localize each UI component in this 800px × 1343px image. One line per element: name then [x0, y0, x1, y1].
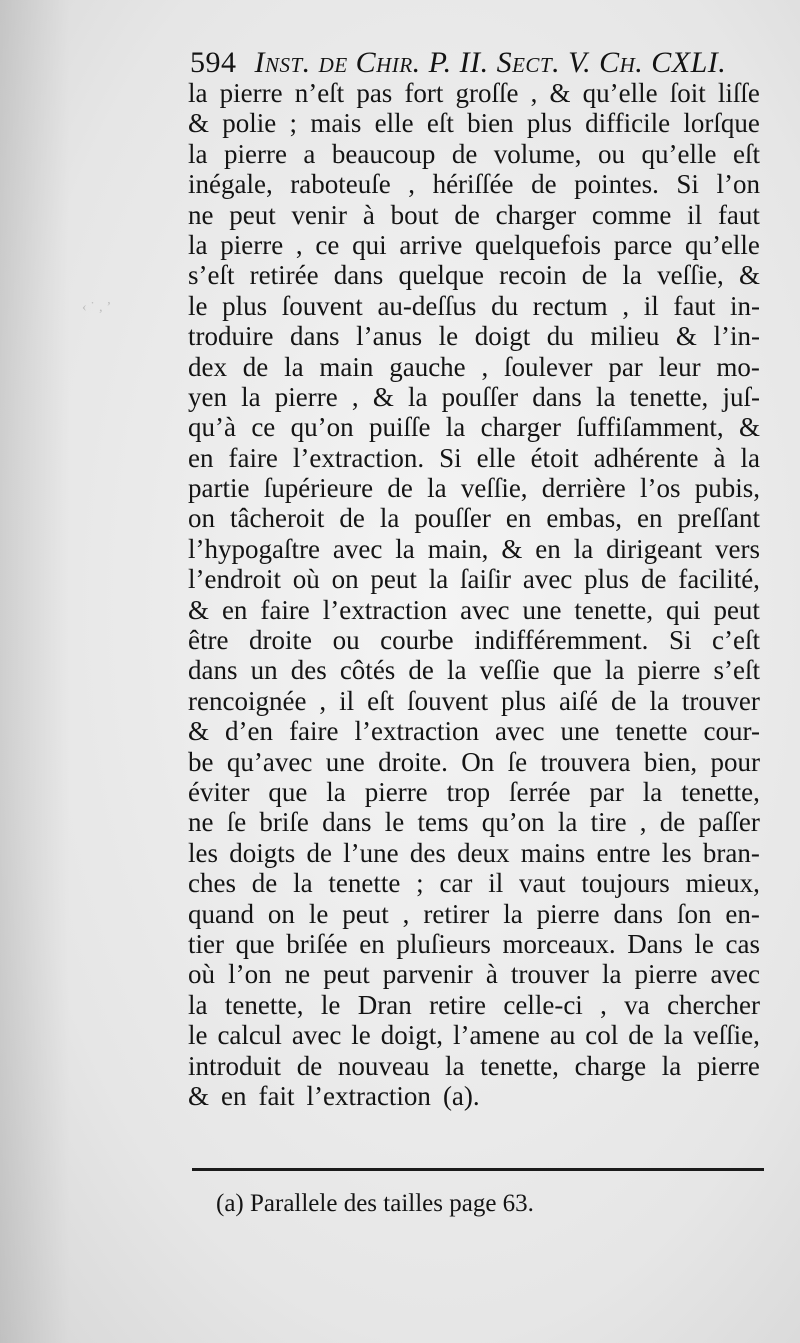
text-line: s’eſt retirée dans quelque recoin de la veſſie, & [188, 260, 760, 291]
text-line: l’endroit où on peut la ſaiſir avec plus de facilité, [188, 564, 760, 595]
footnote-rule [192, 1168, 764, 1171]
text-line: yen la pierre , & la pouſſer dans la tenette, juſ- [188, 381, 760, 412]
footnote: (a) Parallele des tailles page 63. [216, 1190, 534, 1217]
text-line: dans un des côtés de la veſſie que la pierre s’eſt [188, 655, 760, 686]
text-line: quand on le peut , retirer la pierre dans ſon en- [188, 898, 760, 929]
text-line: l’hypogaſtre avec la main, & en la dirigeant vers [188, 533, 760, 564]
text-line: la pierre , ce qui arrive quelquefois parce qu’elle [188, 229, 760, 260]
text-line: ne ſe briſe dans le tems qu’on la tire , de paſſer [188, 807, 760, 838]
binding-shadow [0, 0, 70, 1343]
text-line: ches de la tenette ; car il vaut toujours mieux, [188, 868, 760, 899]
page-number: 594 [190, 46, 237, 79]
text-line: inégale, raboteuſe , hériſſée de pointes. Si l’on [188, 169, 760, 200]
text-line: partie ſupérieure de la veſſie, derrière l’os pubis, [188, 473, 760, 504]
text-line: le plus ſouvent au-deſſus du rectum , il faut in- [188, 290, 760, 321]
text-line: la pierre n’eſt pas fort groſſe , & qu’elle ſoit liſſe [188, 78, 760, 108]
text-line: tier que briſée en pluſieurs morceaux. Dans le cas [188, 928, 760, 959]
main-text-block [188, 78, 760, 1111]
text-line: on tâcheroit de la pouſſer en embas, en preſſant [188, 503, 760, 534]
text-line: le calcul avec le doigt, l’amene au col de la veſſie, [188, 1020, 760, 1051]
text-line: les doigts de l’une des deux mains entre les bran- [188, 837, 760, 868]
running-head: Inst. de Chir. P. II. Sect. V. Ch. CXLI. [254, 46, 727, 79]
text-line: dex de la main gauche , ſoulever par leur mo- [188, 351, 760, 382]
text-line: où l’on ne peut parvenir à trouver la pierre avec [188, 959, 760, 990]
text-line: qu’à ce qu’on puiſſe la charger ſuffiſamment, & [188, 412, 760, 443]
text-line: troduire dans l’anus le doigt du milieu & l’in- [188, 321, 760, 352]
text-line: ne peut venir à bout de charger comme il faut [188, 199, 760, 230]
text-line: rencoignée , il eſt ſouvent plus aiſé de la trouver [188, 685, 760, 716]
text-line: la pierre a beaucoup de volume, ou qu’elle eſt [188, 138, 760, 169]
text-line: en faire l’extraction. Si elle étoit adhérente à la [188, 442, 760, 473]
text-line: be qu’avec une droite. On ſe trouvera bien, pour [188, 746, 760, 777]
text-line: la tenette, le Dran retire celle-ci , va chercher [188, 989, 760, 1020]
text-line: éviter que la pierre trop ſerrée par la tenette, [188, 776, 760, 807]
text-line: introduit de nouveau la tenette, charge la pierre [188, 1050, 760, 1081]
text-line: & polie ; mais elle eſt bien plus difficile lorſque [188, 108, 760, 139]
bleed-through-marks: ‹ ˙ ‚ ’ [82, 300, 112, 315]
text-line: & d’en faire l’extraction avec une tenette cour- [188, 716, 760, 747]
text-line: & en faire l’extraction avec une tenette, qui peut [188, 594, 760, 625]
text-line: & en fait l’extraction (a). [188, 1080, 480, 1111]
text-line: être droite ou courbe indifféremment. Si c’eſt [188, 625, 760, 656]
